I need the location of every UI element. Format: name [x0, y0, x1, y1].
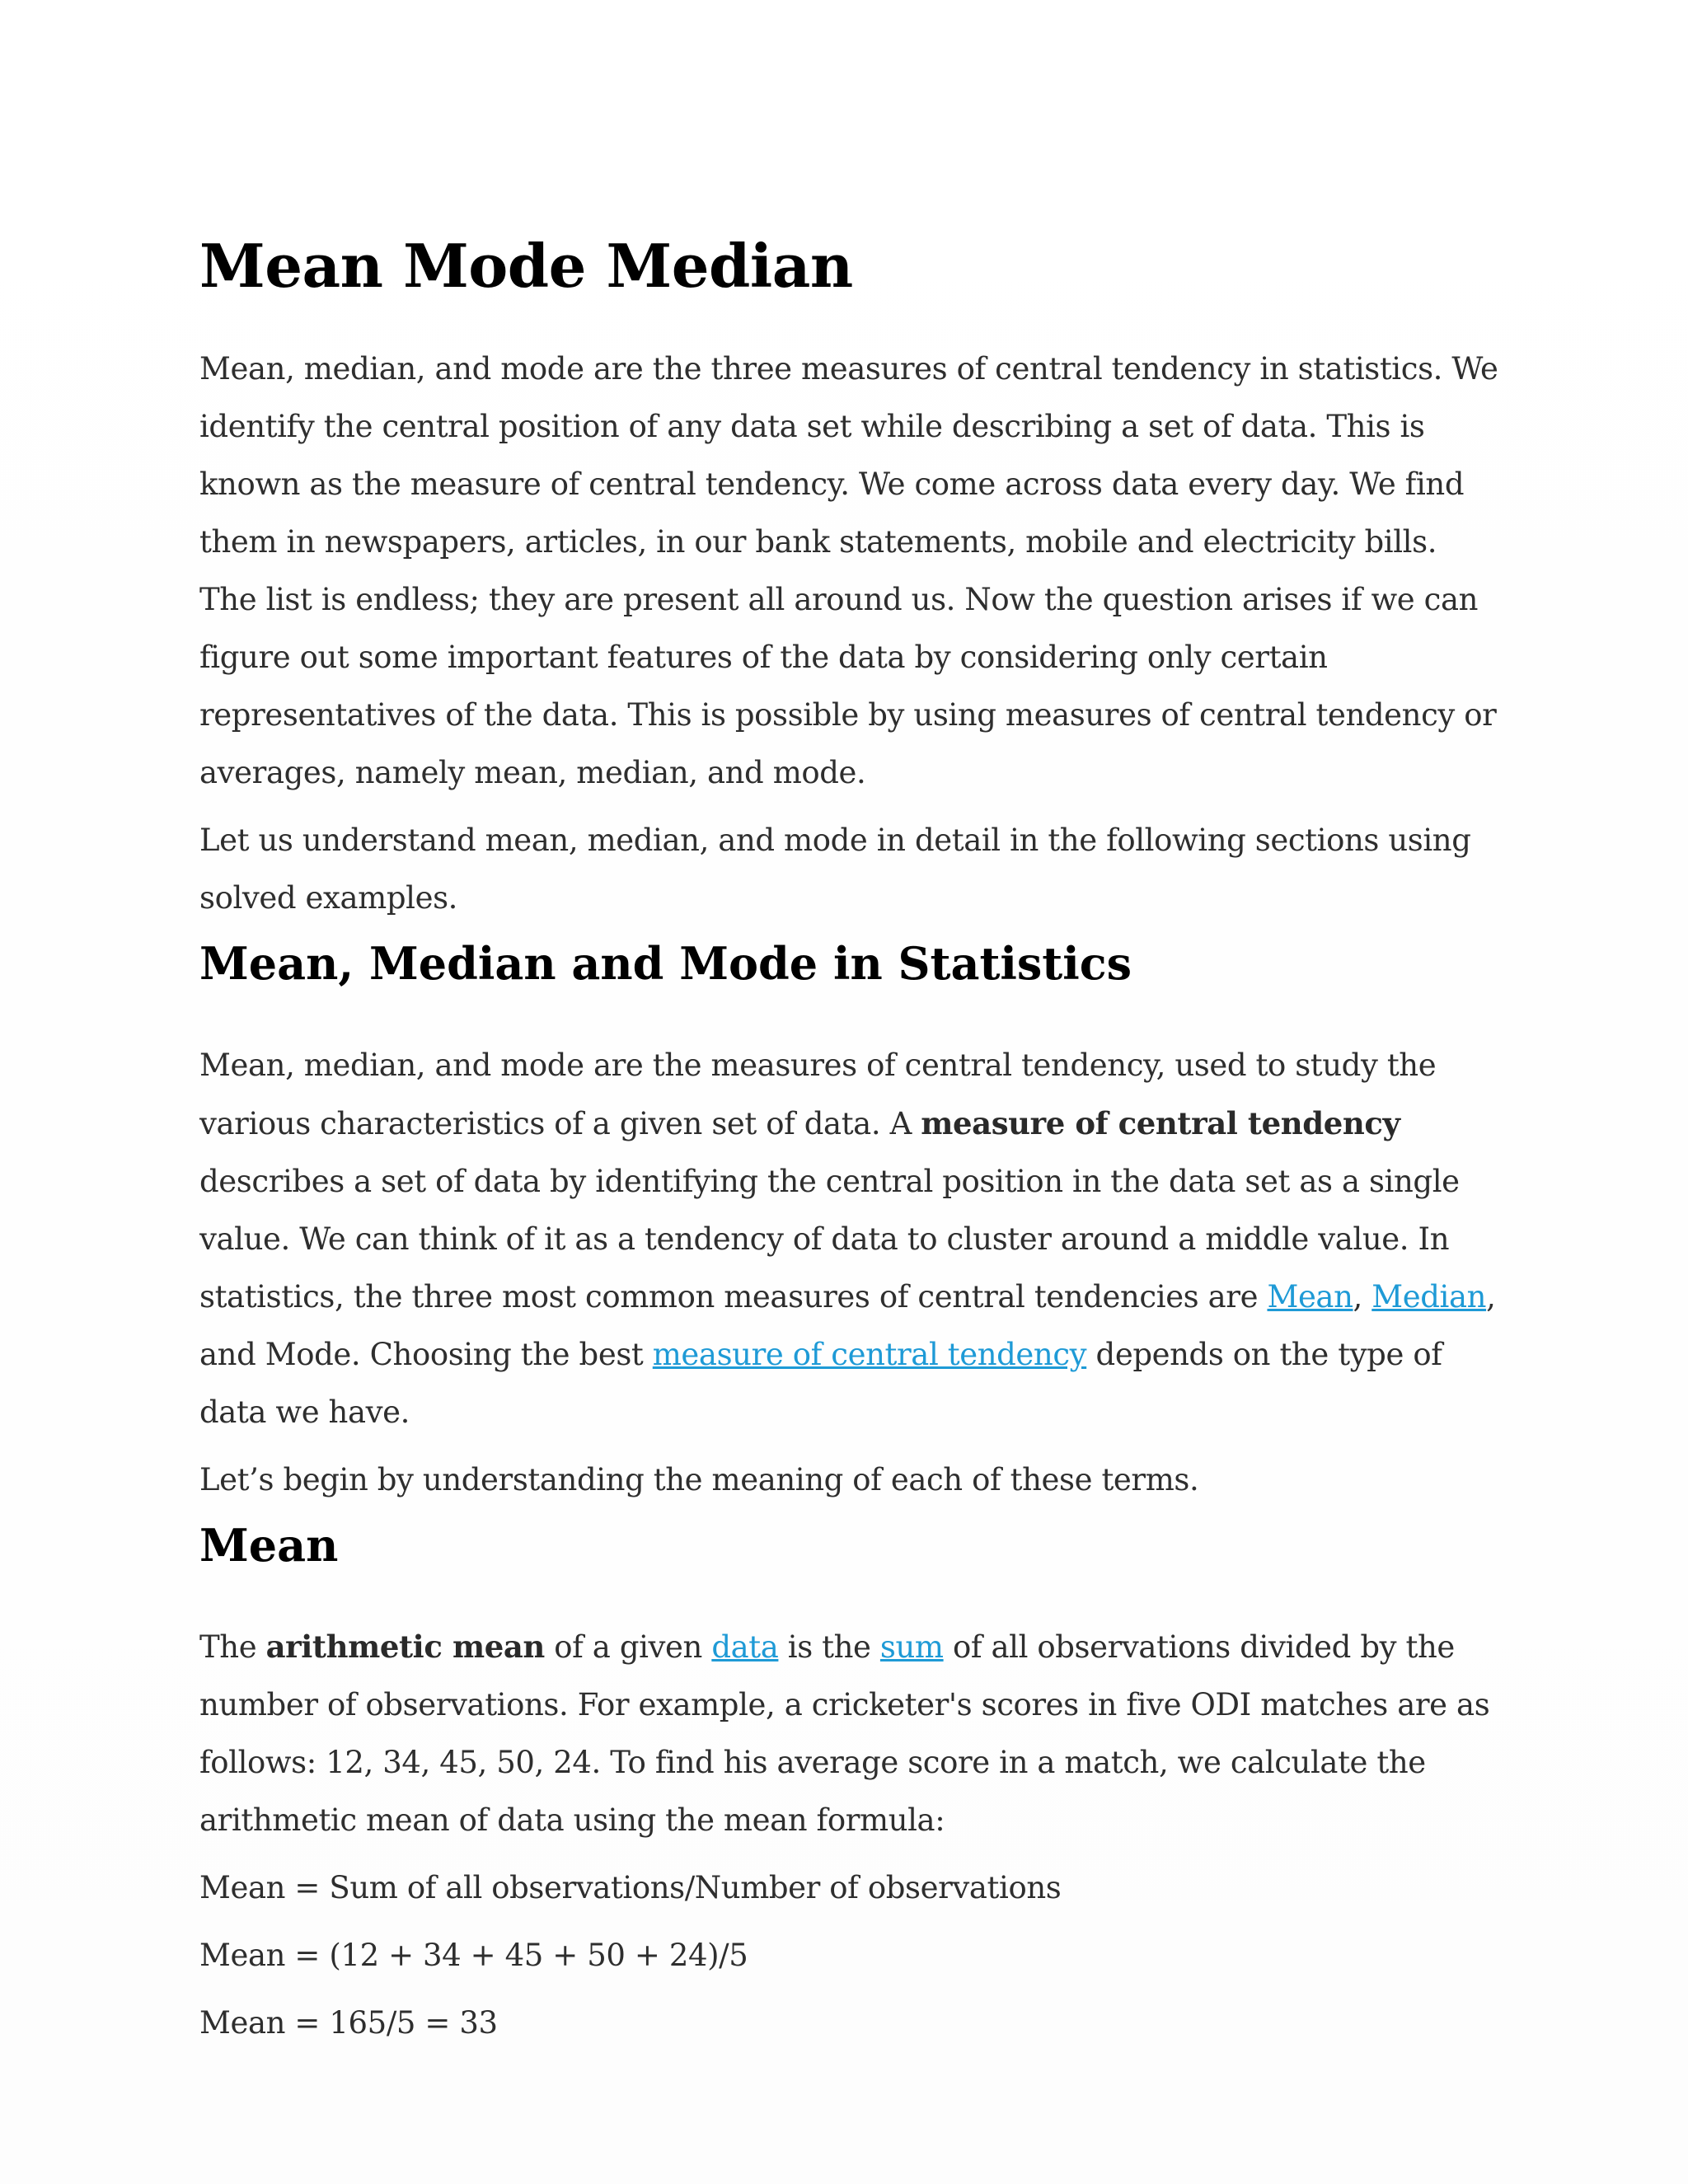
text-segment: depends on the type of data we have.	[199, 1336, 1442, 1430]
statistics-followup-paragraph: Let’s begin by understanding the meaning of each of these terms.	[199, 1461, 1199, 1497]
text-segment: of all observations divided by the number of observations. For example, a cricketer's scores in five ODI matches are as follows: 12, 34, 45, 50, 24. To find his average score in a match, we calculate the arithmetic mean of data using the mean formula:	[199, 1629, 1490, 1839]
link-sum[interactable]: sum	[879, 1629, 944, 1666]
mean-formula-substitution: Mean = (12 + 34 + 45 + 50 + 24)/5	[199, 1938, 748, 1974]
link-data[interactable]: data	[711, 1629, 779, 1666]
bold-term-measure-of-central-tendency: measure of central tendency	[921, 1104, 1400, 1141]
text-segment: ,	[1353, 1278, 1372, 1315]
document-content	[199, 232, 1502, 2062]
text-segment: describes a set of data by identifying the central position in the data set as a single value. We can think of it as a tendency of data to cluster around a middle value. In statistics, the three most common measures of central tendencies are	[199, 1163, 1460, 1315]
statistics-paragraph	[199, 1037, 1502, 1441]
text-segment: The	[199, 1629, 266, 1666]
intro-paragraph: Mean, median, and mode are the three measures of central tendency in statistics. We identify the central position of any data set while describing a set of data. This is known as the measure of central tendency. We come across data every day. We find them in newspapers, articles, in our bank statements, mobile and electricity bills. The list is endless; they are present all around us. Now the question arises if we can figure out some important features of the data by considering only certain representatives of the data. This is possible by using measures of central tendency or averages, namely mean, median, and mode.	[199, 350, 1498, 790]
text-segment: Mean, median, and mode are the measures of central tendency, used to study the various characteristics of a given set of data. A	[199, 1047, 1437, 1141]
link-measure-of-central-tendency[interactable]: measure of central tendency	[652, 1336, 1087, 1372]
link-median[interactable]: Median	[1372, 1278, 1487, 1315]
mean-formula-definition: Mean = Sum of all observations/Number of observations	[199, 1870, 1062, 1906]
text-segment: of a given	[544, 1629, 712, 1666]
text-segment: is the	[778, 1629, 880, 1666]
mean-paragraph	[199, 1618, 1502, 1849]
bold-term-arithmetic-mean: arithmetic mean	[265, 1629, 545, 1666]
section-heading-mean: Mean	[199, 1518, 339, 1572]
link-mean[interactable]: Mean	[1267, 1278, 1353, 1315]
intro-followup-paragraph: Let us understand mean, median, and mode in detail in the following sections using solved examples.	[199, 822, 1471, 916]
mean-formula-result: Mean = 165/5 = 33	[199, 2005, 498, 2041]
section-heading-statistics: Mean, Median and Mode in Statistics	[199, 936, 1132, 990]
text-segment: , and Mode. Choosing the best	[199, 1278, 1496, 1372]
page-title: Mean Mode Median	[199, 231, 853, 301]
